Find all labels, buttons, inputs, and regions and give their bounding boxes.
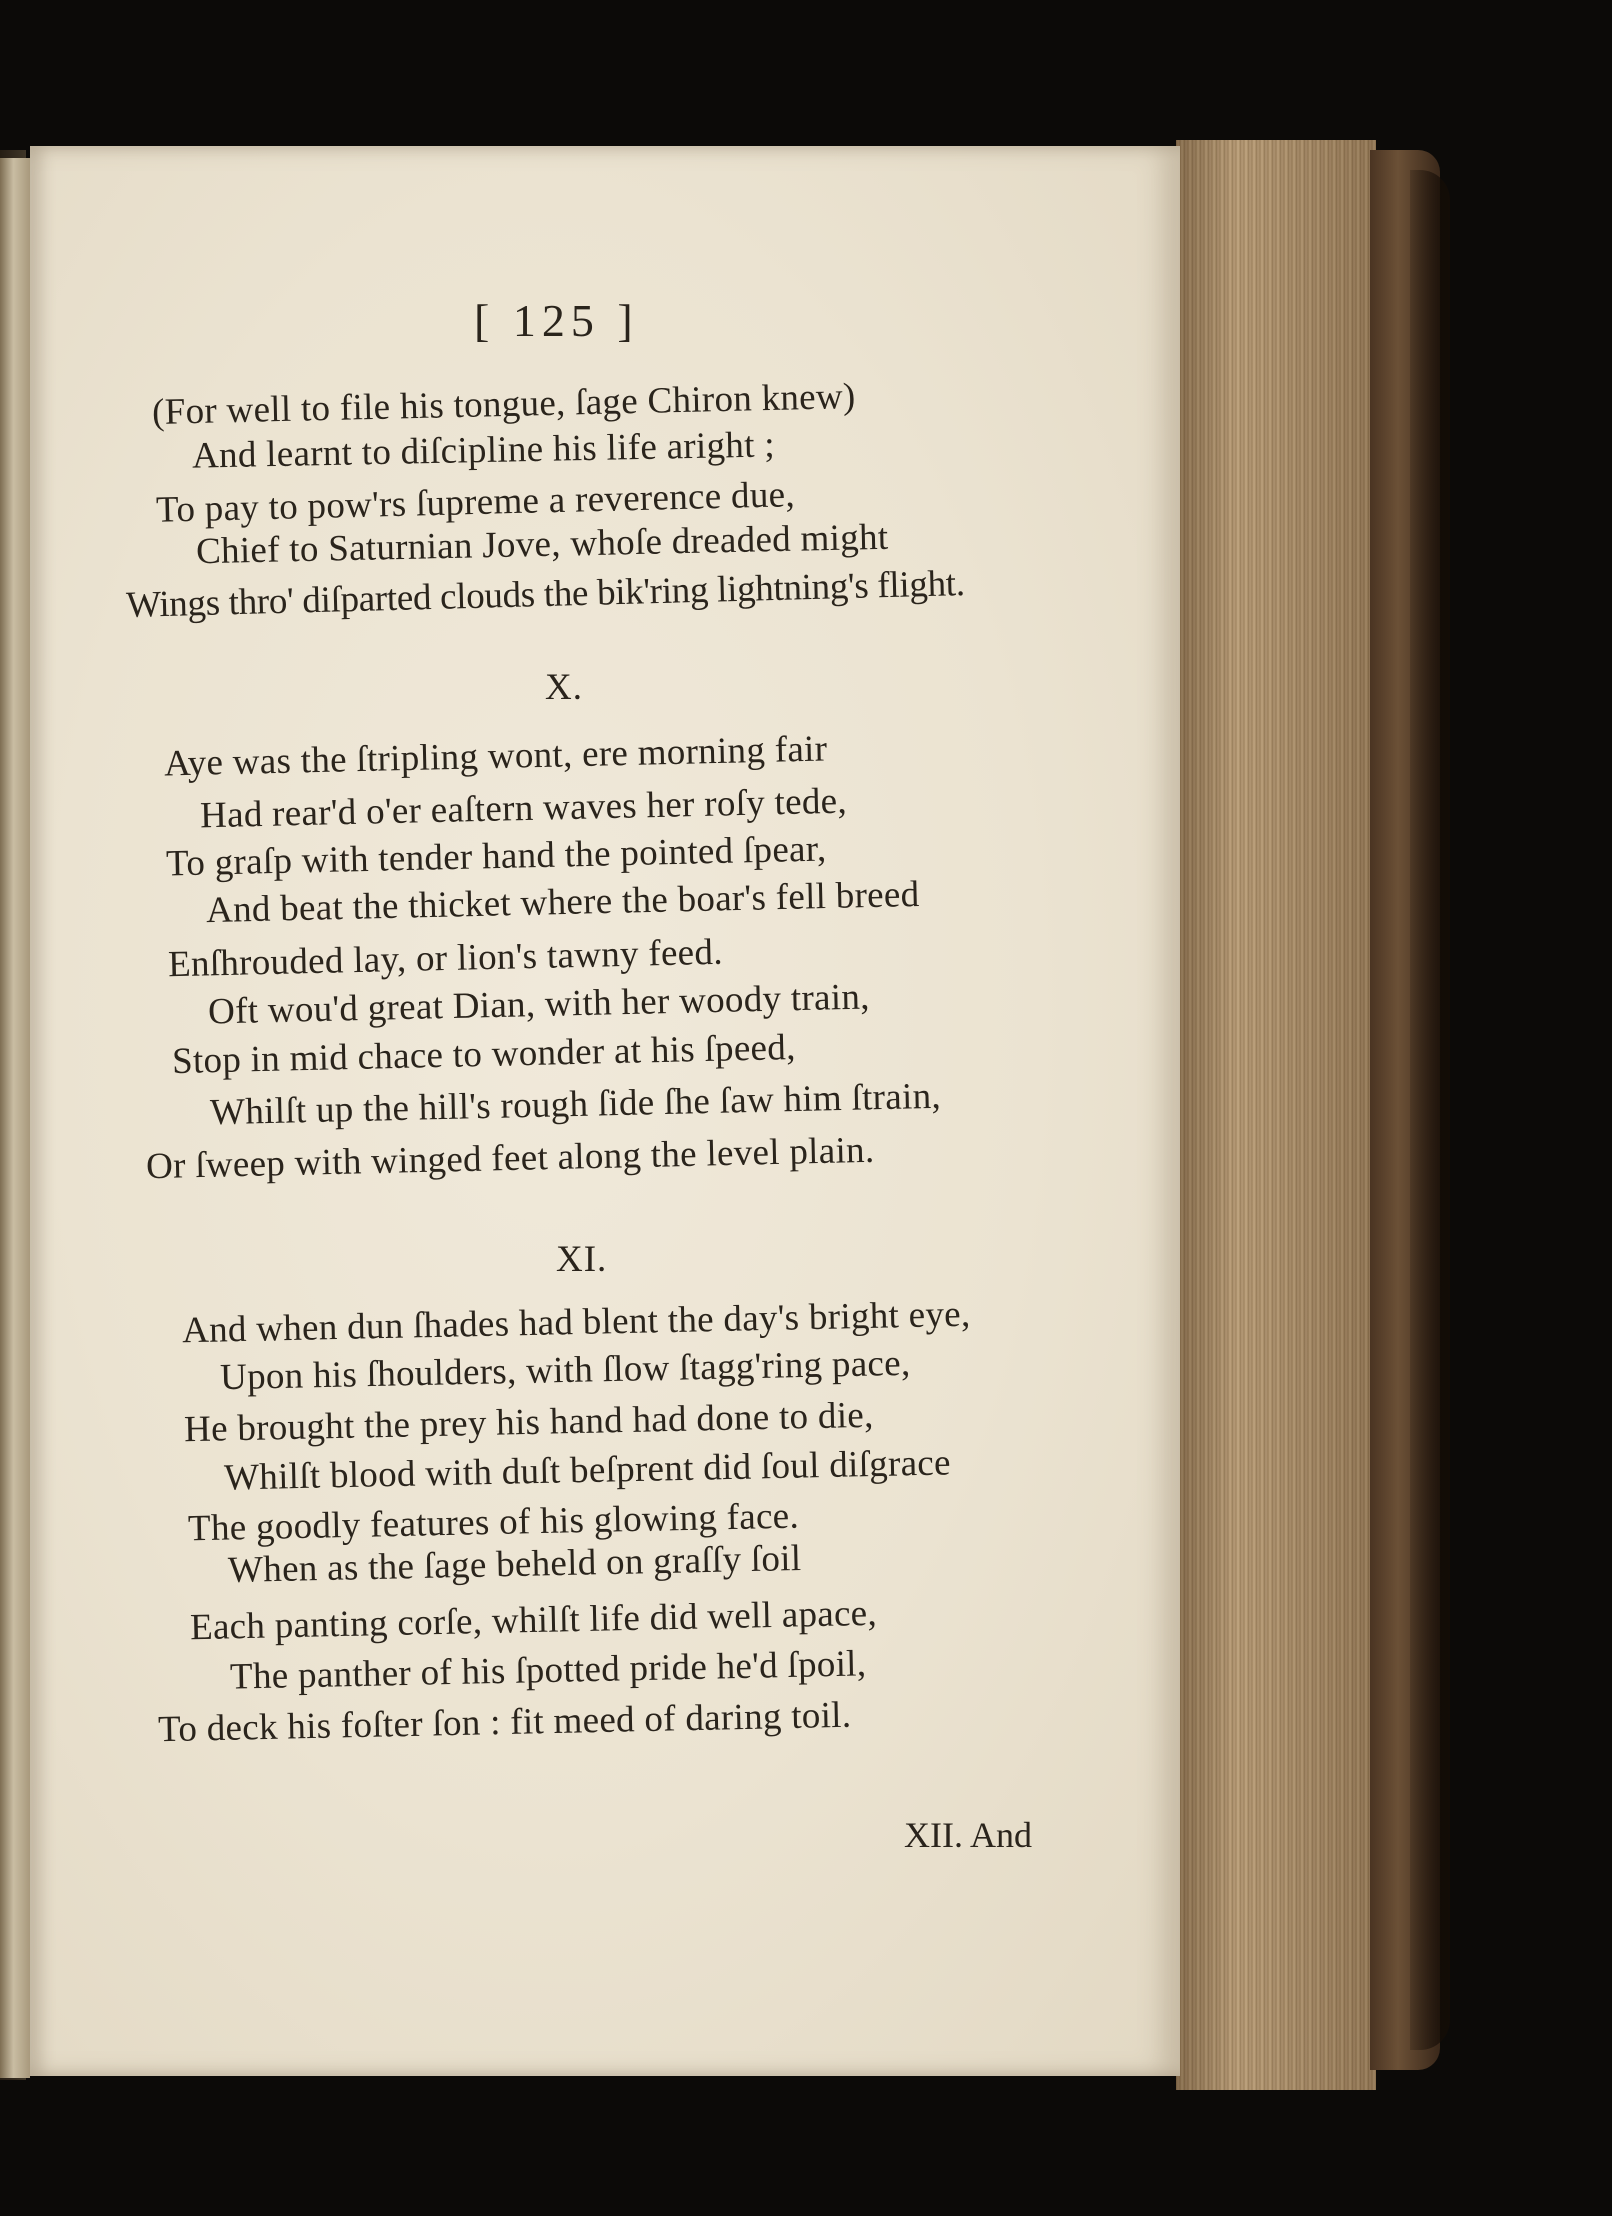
poem-line: And beat the thicket where the boar's fell breed (205, 873, 920, 932)
poem-line: Each panting corſe, whilſt life did well apace, (189, 1592, 878, 1649)
poem-line: And when dun ſhades had blent the day's bright eye, (181, 1293, 971, 1352)
poem-line: Had rear'd o'er eaſtern waves her roſy tede, (199, 780, 848, 837)
book-cover-shadow (1410, 170, 1450, 2050)
poem-line: When as the ſage beheld on graſſy ſoil (227, 1538, 802, 1591)
poem-line: Whilſt up the hill's rough ſide ſhe ſaw him ſtrain, (209, 1075, 942, 1134)
poem-line: Upon his ſhoulders, with ſlow ſtagg'ring pace, (219, 1342, 911, 1399)
poem-line: To deck his foſter ſon : fit meed of daring toil. (157, 1694, 852, 1751)
previous-page-sliver (0, 158, 30, 2078)
poem-line: He brought the prey his hand had done to die, (183, 1394, 874, 1451)
poem-line: Stop in mid chace to wonder at his ſpeed, (171, 1026, 797, 1083)
poem-line: Oft wou'd great Dian, with her woody train, (207, 976, 871, 1033)
poem-line: The panther of his ſpotted pride he'd ſpoil, (229, 1643, 867, 1698)
stanza-heading: XI. (556, 1239, 608, 1280)
poem-line: Aye was the ſtripling wont, ere morning fair (163, 728, 828, 785)
catchword: XII. And (904, 1815, 1032, 1855)
poem-line: To graſp with tender hand the pointed ſpear, (165, 828, 827, 885)
page-number: [ 125 ] (474, 295, 639, 346)
poem-line: Wings thro' diſparted clouds the bik'ring lightning's flight. (125, 563, 966, 626)
poem-line: Enſhrouded lay, or lion's tawny feed. (167, 931, 724, 986)
stanza-heading: X. (545, 667, 583, 708)
page-block-shading (1176, 140, 1376, 2090)
poem-line: And learnt to diſcipline his life aright ; (191, 424, 776, 477)
poem-line: To pay to pow'rs ſupreme a reverence due, (155, 474, 796, 531)
poem-line: Or ſweep with winged feet along the level plain. (145, 1129, 875, 1188)
poem-line: Whilſt blood with duſt beſprent did ſoul diſgrace (223, 1442, 952, 1499)
poem-line: Chief to Saturnian Jove, whoſe dreaded might (195, 516, 889, 573)
poem-line: The goodly features of his glowing face. (187, 1495, 800, 1550)
poem-line: (For well to file his tongue, ſage Chiron knew) (151, 376, 856, 433)
